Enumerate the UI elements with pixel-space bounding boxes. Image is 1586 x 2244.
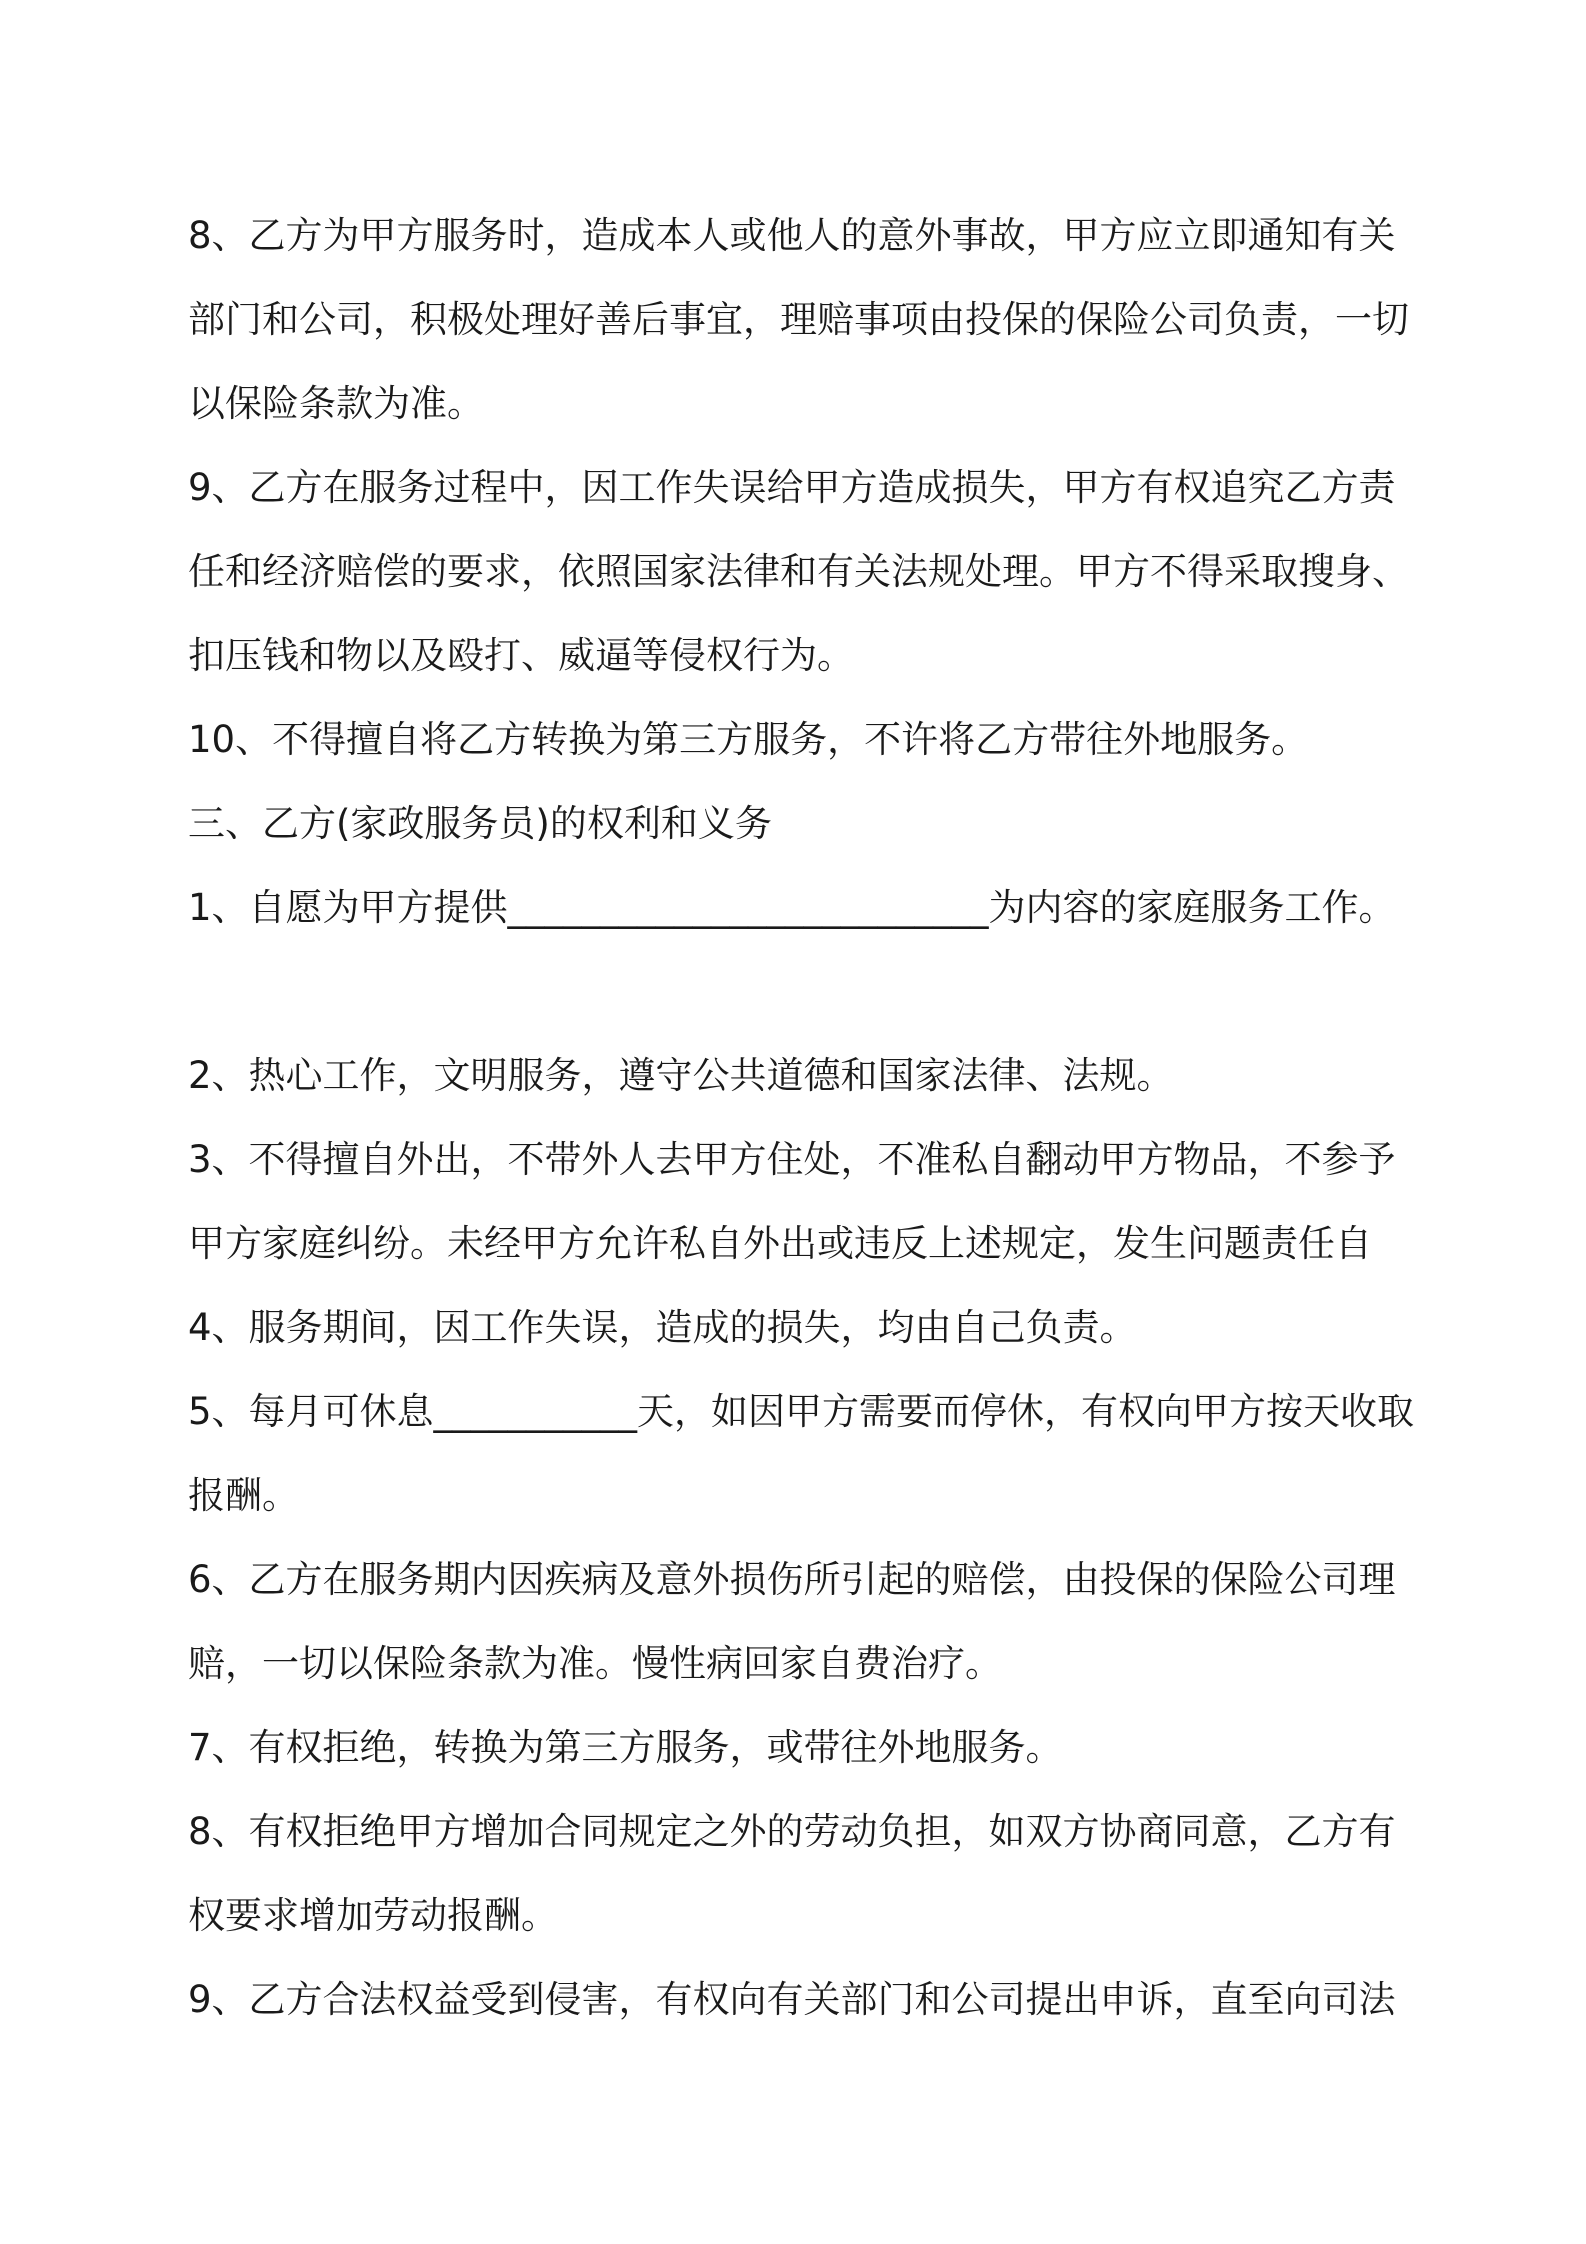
clause-10-party-a: 10、不得擅自将乙方转换为第三方服务，不许将乙方带往外地服务。 xyxy=(188,718,1309,761)
clause-3-party-b: 3、不得擅自外出，不带外人去甲方住处，不准私自翻动甲方物品，不参予甲方家庭纠纷。未经甲方允许私自外出或违反上述规定，发生问题责任自 xyxy=(188,1138,1396,1265)
clause-6-party-b: 6、乙方在服务期内因疾病及意外损伤所引起的赔偿，由投保的保险公司理赔，一切以保险条款为准。慢性病回家自费治疗。 xyxy=(188,1558,1396,1685)
clause-2-party-b: 2、热心工作，文明服务，遵守公共道德和国家法律、法规。 xyxy=(188,1054,1174,1097)
clause-5-party-b: 5、每月可休息___________天，如因甲方需要而停休，有权向甲方按天收取报酬。 xyxy=(188,1390,1415,1517)
clause-1-party-b: 1、自愿为甲方提供__________________________为内容的家庭服务工作。 xyxy=(188,886,1396,929)
section-heading-3: 三、乙方(家政服务员)的权利和义务 xyxy=(188,802,772,845)
clause-9-party-a: 9、乙方在服务过程中，因工作失误给甲方造成损失，甲方有权追究乙方责任和经济赔偿的要求，依照国家法律和有关法规处理。甲方不得采取搜身、扣压钱和物以及殴打、威逼等侵权行为。 xyxy=(188,466,1409,677)
clause-8-party-b: 8、有权拒绝甲方增加合同规定之外的劳动负担，如双方协商同意，乙方有权要求增加劳动报酬。 xyxy=(188,1810,1396,1937)
document-body xyxy=(188,194,1428,2042)
blank-line xyxy=(188,950,1428,1034)
clause-9-party-b: 9、乙方合法权益受到侵害，有权向有关部门和公司提出申诉，直至向司法 xyxy=(188,1978,1396,2021)
clause-7-party-b: 7、有权拒绝，转换为第三方服务，或带往外地服务。 xyxy=(188,1726,1063,1769)
clause-8-party-a: 8、乙方为甲方服务时，造成本人或他人的意外事故，甲方应立即通知有关部门和公司，积极处理好善后事宜，理赔事项由投保的保险公司负责，一切以保险条款为准。 xyxy=(188,214,1409,425)
clause-4-party-b: 4、服务期间，因工作失误，造成的损失，均由自己负责。 xyxy=(188,1306,1137,1349)
